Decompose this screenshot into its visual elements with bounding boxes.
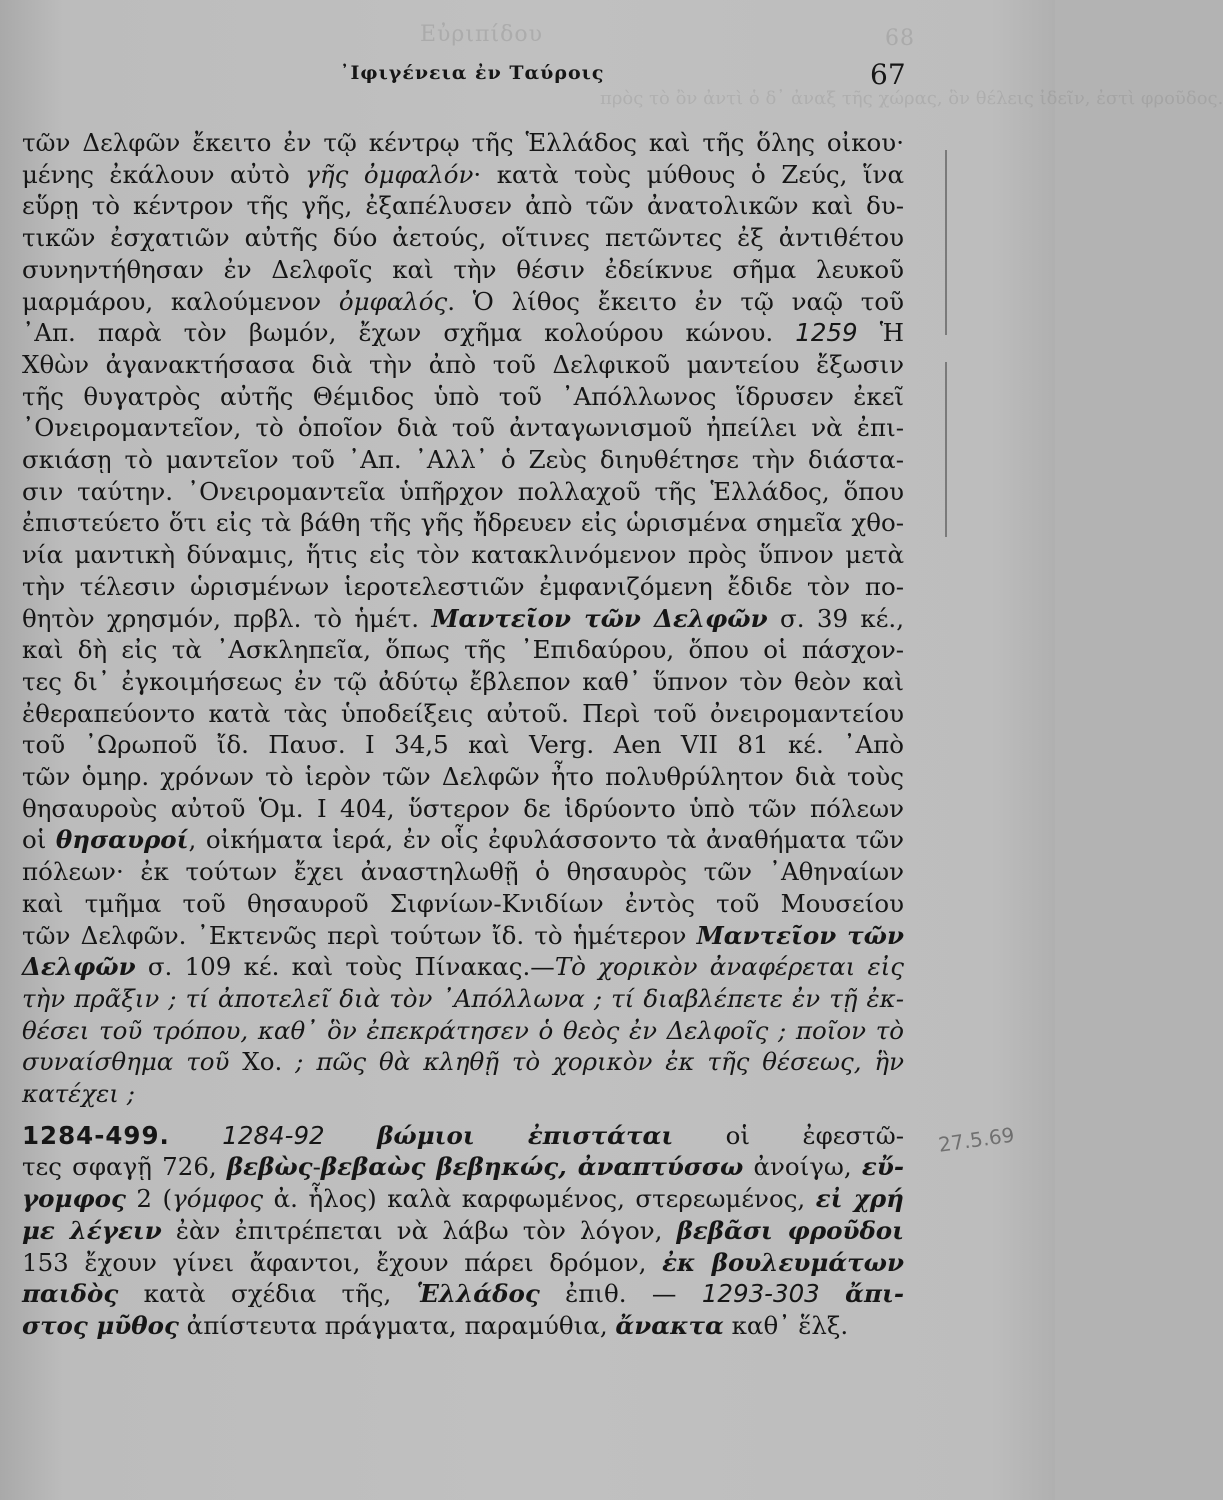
text-line [22, 1047, 904, 1077]
text-segment: καὶ τμῆμα τοῦ θησαυροῦ Σιφνίων-Κνιδίων ἐντὸς τοῦ Μουσείου [22, 888, 904, 918]
text-segment: ἐὰν ἐπιτρέπεται νὰ λάβω τὸν λόγον, [161, 1215, 677, 1245]
text-segment: ἀπίστευτα πράγματα, παραμύθια, [178, 1310, 616, 1340]
text-line [22, 255, 904, 285]
text-line [22, 572, 904, 602]
margin-mark [945, 362, 947, 537]
text-segment: ; πῶς θὰ κληθῇ τὸ χορικὸν ἐκ τῆς θέσεως, ἣν [282, 1047, 904, 1077]
text-segment: ἄπι- [845, 1279, 904, 1309]
text-segment: μαρμάρου, καλούμενον [22, 286, 339, 316]
text-segment: σιν ταύτην. ᾿Ονειρομαντεῖα ὑπῆρχον πολλαχοῦ τῆς Ἑλλάδος, ὅπου [22, 476, 904, 506]
text-line [22, 730, 904, 760]
text-segment: ἐθεραπεύοντο κατὰ τὰς ὑποδείξεις αὐτοῦ. Περὶ τοῦ ὀνειρομαντείου [22, 698, 904, 728]
text-segment: τὴν τέλεσιν ὡρισμένων ἱεροτελεστιῶν ἐμφανιζόμενη ἔδιδε τὸν πο- [22, 571, 904, 601]
page-number: 67 [870, 58, 906, 91]
text-segment [325, 1121, 377, 1150]
text-segment: Δελφῶν [22, 952, 136, 982]
text-line [22, 1311, 904, 1341]
text-line [22, 857, 904, 887]
text-line [22, 699, 904, 729]
text-line [22, 191, 904, 221]
text-line [22, 1184, 904, 1214]
text-line [22, 794, 904, 824]
text-segment: γῆς ὀμφαλόν [305, 159, 474, 189]
text-segment: τῶν Δελφῶν. ᾿Εκτενῶς περὶ τούτων ἴδ. τὸ ἡμέτερον [22, 920, 697, 950]
text-segment: συνηντήθησαν ἐν Δελφοῖς καὶ τὴν θέσιν ἐδείκνυε σῆμα λευκοῦ [22, 254, 904, 284]
text-segment: . Ὁ λίθος ἔκειτο ἐν τῷ ναῷ τοῦ [447, 286, 904, 316]
text-segment: εὕρῃ τὸ κέντρον τῆς γῆς, ἐξαπέλυσεν ἀπὸ τῶν ἀνατολικῶν καὶ δυ- [22, 191, 904, 221]
text-segment: καθ᾿ ἕλξ. [723, 1310, 849, 1340]
text-line [22, 1016, 904, 1046]
margin-pencil-note: 27.5.69 [936, 1122, 1016, 1157]
text-segment: σκιάσῃ τὸ μαντεῖον τοῦ ᾿Απ. ᾿Αλλ᾿ ὁ Ζεὺς διηυθέτησε τὴν διάστα- [22, 445, 904, 474]
text-segment: τῶν Δελφῶν ἔκειτο ἐν τῷ κέντρῳ τῆς Ἑλλάδος καὶ τῆς ὅλης οἰκου· [22, 128, 904, 157]
text-line [22, 1279, 904, 1309]
text-line [22, 445, 904, 475]
text-line [22, 350, 904, 380]
text-segment [820, 1279, 845, 1308]
text-line [22, 540, 904, 570]
text-segment: Ἡ [857, 318, 904, 348]
text-segment: · κατὰ τοὺς μύθους ὁ Ζεύς, ἵνα [473, 159, 904, 189]
show-through-page-number: 68 [885, 26, 915, 51]
text-segment: - [312, 1152, 321, 1182]
text-segment: 1284-499. [22, 1120, 170, 1150]
text-line [22, 889, 904, 919]
text-segment [170, 1121, 222, 1150]
text-segment: 2 ( [125, 1184, 173, 1214]
text-line [22, 223, 904, 253]
text-line [22, 413, 904, 443]
text-line [22, 1121, 904, 1151]
text-segment: τες δι᾿ ἐγκοιμήσεως ἐν τῷ ἀδύτῳ ἔβλεπον καθ᾿ ὕπνον τὸν θεὸν καὶ [22, 666, 904, 696]
text-segment: στος μῦθος [22, 1310, 179, 1340]
text-segment: ᾿Απ. παρὰ τὸν βωμόν, ἔχων σχῆμα κολούρου κώνου. [22, 318, 796, 348]
text-segment: οἱ [22, 825, 56, 855]
text-segment: 1293-303 [701, 1279, 820, 1309]
text-line [22, 921, 904, 951]
text-segment: , οἰκήματα ἱερά, ἐν οἷς ἐφυλάσσοντο τὰ ἀναθήματα τῶν [188, 825, 904, 855]
text-segment: πόλεων· ἐκ τούτων ἔχει ἀναστηλωθῇ ὁ θησαυρὸς τῶν ᾿Αθηναίων [22, 857, 904, 887]
text-segment: θέσει τοῦ τρόπου, καθ᾿ ὃν ἐπεκράτησεν ὁ θεὸς ἐν Δελφοῖς ; ποῖον τὸ [22, 1015, 904, 1045]
text-segment: τες σφαγῇ 726, [22, 1152, 227, 1182]
text-segment: ἐπιστεύετο ὅτι εἰς τὰ βάθη τῆς γῆς ἤδρευεν εἰς ὡρισμένα σημεῖα χθο- [22, 508, 904, 538]
text-segment: θητὸν χρησμόν, πρβλ. τὸ ἡμέτ. [22, 603, 432, 633]
text-segment: τικῶν ἐσχατιῶν αὐτῆς δύο ἀετούς, οἵτινες πετῶντες ἐξ ἀντιθέτου [22, 223, 904, 253]
text-segment: σ. 39 κέ., [767, 603, 904, 633]
text-segment: 1259 [795, 318, 858, 348]
text-segment: ἄνακτα [615, 1310, 724, 1340]
text-line [22, 287, 904, 317]
text-line [22, 952, 904, 982]
text-segment: εὔ- [861, 1152, 904, 1182]
text-line [22, 762, 904, 792]
text-segment: νία μαντικὴ δύναμις, ἥτις εἰς τὸν κατακλινόμενον πρὸς ὕπνον μετὰ [22, 540, 904, 570]
text-segment: Ἑλλάδος [416, 1279, 540, 1309]
margin-mark [945, 150, 947, 335]
text-segment: γομφος [22, 1184, 126, 1214]
text-line [22, 508, 904, 538]
text-segment: θησαυροὺς αὐτοῦ Ὁμ. I 404, ὕστερον δε ἱδρύοντο ὑπὸ τῶν πόλεων [22, 793, 904, 823]
text-line [22, 318, 904, 348]
show-through-header [420, 22, 1020, 51]
text-line [22, 984, 904, 1014]
text-segment: τῆς θυγατρὸς αὐτῆς Θέμιδος ὑπὸ τοῦ ᾿Απόλλωνος ἵδρυσεν ἐκεῖ [22, 381, 904, 411]
text-segment: Χθὼν ἀγανακτήσασα διὰ τὴν ἀπὸ τοῦ Δελφικοῦ μαντείου ἔξωσιν [22, 349, 904, 379]
text-segment: βεβὼς [226, 1152, 313, 1182]
text-segment: βώμιοι ἐπιστάται [377, 1120, 674, 1150]
text-line [22, 825, 904, 855]
text-segment: ἐπιθ. — [539, 1279, 702, 1309]
text-segment: Μαντεῖον τῶν Δελφῶν [431, 603, 768, 633]
text-segment: 153 ἔχουν γίνει ἄφαντοι, ἔχουν πάρει δρόμον, [22, 1247, 663, 1277]
text-segment: Χο. [242, 1047, 283, 1077]
text-line [22, 477, 904, 507]
text-segment: βεβᾶσι φροῦδοι [676, 1215, 904, 1245]
text-segment: συναίσθημα τοῦ [22, 1047, 243, 1077]
text-line [22, 1079, 904, 1109]
text-segment: ὀμφαλός [338, 286, 448, 316]
text-line [22, 382, 904, 412]
text-line [22, 1248, 904, 1278]
text-segment: τῶν ὁμηρ. χρόνων τὸ ἱερὸν τῶν Δελφῶν ἦτο πολυθρύλητον διὰ τοὺς [22, 762, 904, 791]
text-line [22, 160, 904, 190]
text-segment: καὶ δὴ εἰς τὰ ᾿Ασκληπεῖα, ὅπως τῆς ᾿Επιδαύρου, ὅπου οἱ πάσχον- [22, 635, 904, 665]
text-segment: ἀ. ἧλος) καλὰ καρφωμένος, στερεωμένος, [263, 1184, 816, 1214]
text-segment: ᾿Ονειρομαντεῖον, τὸ ὁποῖον διὰ τοῦ ἀνταγωνισμοῦ ἠπείλει νὰ ἐπι- [22, 413, 904, 443]
text-line [22, 1216, 904, 1246]
text-segment: βεβαὼς βεβηκώς, ἀναπτύσσω [320, 1152, 744, 1182]
text-segment: κατέχει ; [22, 1079, 135, 1108]
text-line [22, 604, 904, 634]
text-segment: μένης ἐκάλουν αὐτὸ [22, 159, 306, 189]
text-segment: τὴν πρᾶξιν ; τί ἀποτελεῖ διὰ τὸν ᾿Απόλλωνα ; τί διαβλέπετε ἐν τῇ ἐκ- [22, 983, 904, 1013]
text-segment: σ. 109 κέ. καὶ τοὺς Πίνακας.— [135, 952, 555, 982]
running-title: ᾿Ιφιγένεια ἐν Ταύροις [340, 62, 605, 84]
text-segment: ἐκ βουλευμάτων [662, 1247, 904, 1277]
show-through-title: Εὐριπίδου [420, 22, 543, 47]
text-segment: γόμφος [172, 1184, 264, 1214]
text-segment: κατὰ σχέδια τῆς, [118, 1279, 417, 1309]
text-segment: Μαντεῖον τῶν [696, 920, 904, 950]
text-segment: 1284-92 [222, 1120, 325, 1150]
text-line [22, 667, 904, 697]
text-segment: θησαυροί [55, 825, 189, 855]
show-through-text: πρὸς τὸ ὂν ἀντὶ ὁ δ᾿ ἀναξ τῆς χώρας, ὃν θέλεις ἰδεῖν, ἐστὶ φροῦδος. [600, 88, 1223, 109]
text-segment: ἀνοίγω, [743, 1152, 862, 1182]
text-line [22, 635, 904, 665]
text-segment: παιδὸς [22, 1279, 119, 1309]
text-line [22, 1152, 904, 1182]
text-segment: με λέγειν [22, 1215, 162, 1245]
text-segment: εἰ χρή [815, 1184, 904, 1214]
text-line [22, 128, 904, 158]
text-segment: οἱ ἐφεστῶ- [673, 1120, 904, 1150]
text-segment: Τὸ χορικὸν ἀναφέρεται εἰς [554, 952, 904, 982]
text-segment: τοῦ ᾿Ωρωποῦ ἴδ. Παυσ. I 34,5 καὶ Verg. Aen VII 81 κέ. ᾿Απὸ [22, 730, 904, 760]
